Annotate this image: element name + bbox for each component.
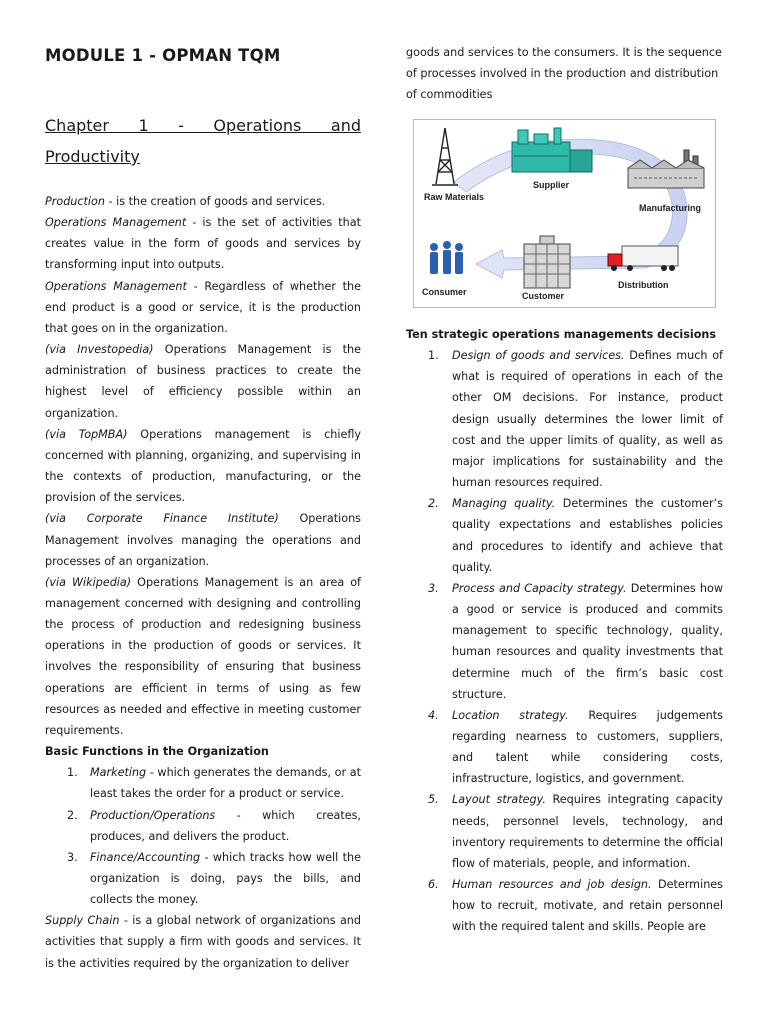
continuation-paragraph: goods and services to the consumers. It is the sequence of processes involved in the production and distribution of commodities xyxy=(406,46,722,102)
source: (via Investopedia) xyxy=(45,343,154,357)
list-item: 6. Human resources and job design. Determines how to recruit, motivate, and retain personnel with the required talent and skills. People are xyxy=(428,878,723,934)
consumer-icon xyxy=(430,241,463,274)
raw-materials-label: Raw Materials xyxy=(424,192,485,202)
paragraph-wikipedia: (via Wikipedia) Operations Management is an area of management concerned with designing and controlling the process of production and redesigning business operations in the production of goods or services. It involves the responsibility of ensuring that business operations are efficient in terms of using as few resources as needed and effective in meeting customer requirements. xyxy=(45,575,361,737)
customer-label: Customer xyxy=(522,291,565,301)
list-item: 1. Marketing - which generates the demands, or at least takes the order for a product or service. xyxy=(67,766,361,801)
decisions-list xyxy=(406,345,723,937)
diagram-svg xyxy=(414,120,715,307)
source: (via Wikipedia) xyxy=(45,575,132,589)
paragraph-supply-chain: Supply Chain - is a global network of organizations and activities that supply a firm with goods and services. It is the activities required by the organization to deliver xyxy=(45,914,361,970)
paragraph-om: Operations Management - is the set of activities that creates value in the form of goods and services by transforming input into outputs. xyxy=(45,216,362,272)
supply-chain-diagram xyxy=(413,119,716,308)
supplier-factory-icon xyxy=(512,128,592,172)
basic-functions-list xyxy=(45,762,361,910)
right-body xyxy=(406,324,723,938)
list-item: 2. Production/Operations - which creates, produces, and delivers the product. xyxy=(67,808,361,843)
list-item: 2. Managing quality. Determines the customer’s quality expectations and establishes policies and procedures to identify and achieve that quality. xyxy=(428,497,723,574)
module-title: MODULE 1 - OPMAN TQM xyxy=(45,46,281,65)
left-body xyxy=(45,191,361,974)
paragraph-om-2: Operations Management - Regardless of whether the end product is a good or service, it is the production that goes on in the organization. xyxy=(45,279,361,335)
basic-functions-heading: Basic Functions in the Organization xyxy=(45,745,269,759)
list-item: 1. Design of goods and services. Defines much of what is required of operations in each of the other OM decisions. For instance, product design usually determines the lower limit of cost and the upper limits of quality, as well as major implications for sustainability and the human resources required. xyxy=(428,349,723,490)
decisions-heading: Ten strategic operations managements decisions xyxy=(406,328,716,341)
term: Operations Management xyxy=(45,279,187,293)
list-item: 3. Process and Capacity strategy. Determines how a good or service is produced and commits management to specific technology, quality, human resources and quality investments that determine much of the firm’s basic cost structure. xyxy=(428,581,723,701)
paragraph-topmba: (via TopMBA) Operations management is chiefly concerned with planning, organizing, and supervising in the contexts of production, manufacturing, or the provision of the services. xyxy=(45,427,361,505)
oil-derrick-icon xyxy=(432,128,458,185)
source: (via TopMBA) xyxy=(45,427,128,441)
list-item: 3. Finance/Accounting - which tracks how well the organization is doing, pays the bills, and collects the money. xyxy=(67,850,361,907)
supplier-label: Supplier xyxy=(533,180,570,190)
source: (via Corporate Finance Institute) xyxy=(45,512,279,526)
manufacturing-label: Manufacturing xyxy=(639,203,701,213)
paragraph-cfi: (via Corporate Finance Institute) Operations Management involves managing the operations and processes of an organization. xyxy=(45,512,362,568)
distribution-label: Distribution xyxy=(618,280,669,290)
list-item: 4. Location strategy. Requires judgements regarding nearness to customers, suppliers, and talent while considering costs, infrastructure, logistics, and government. xyxy=(428,708,723,786)
term: Supply Chain xyxy=(45,914,120,928)
paragraph-investopedia: (via Investopedia) Operations Management is the administration of business practices to create the highest level of efficiency possible within an organization. xyxy=(45,343,361,420)
customer-building-icon xyxy=(524,236,570,288)
consumer-label: Consumer xyxy=(422,287,467,297)
chapter-heading: Chapter 1 - Operations and Productivity xyxy=(45,116,361,166)
list-item: 5. Layout strategy. Requires integrating capacity needs, personnel levels, technology, and inventory requirements to determine the official flow of materials, people, and information. xyxy=(428,793,723,870)
term: Operations Management xyxy=(45,216,187,230)
paragraph-production: Production - is the creation of goods and services. xyxy=(45,195,326,208)
term: Production xyxy=(45,195,105,208)
